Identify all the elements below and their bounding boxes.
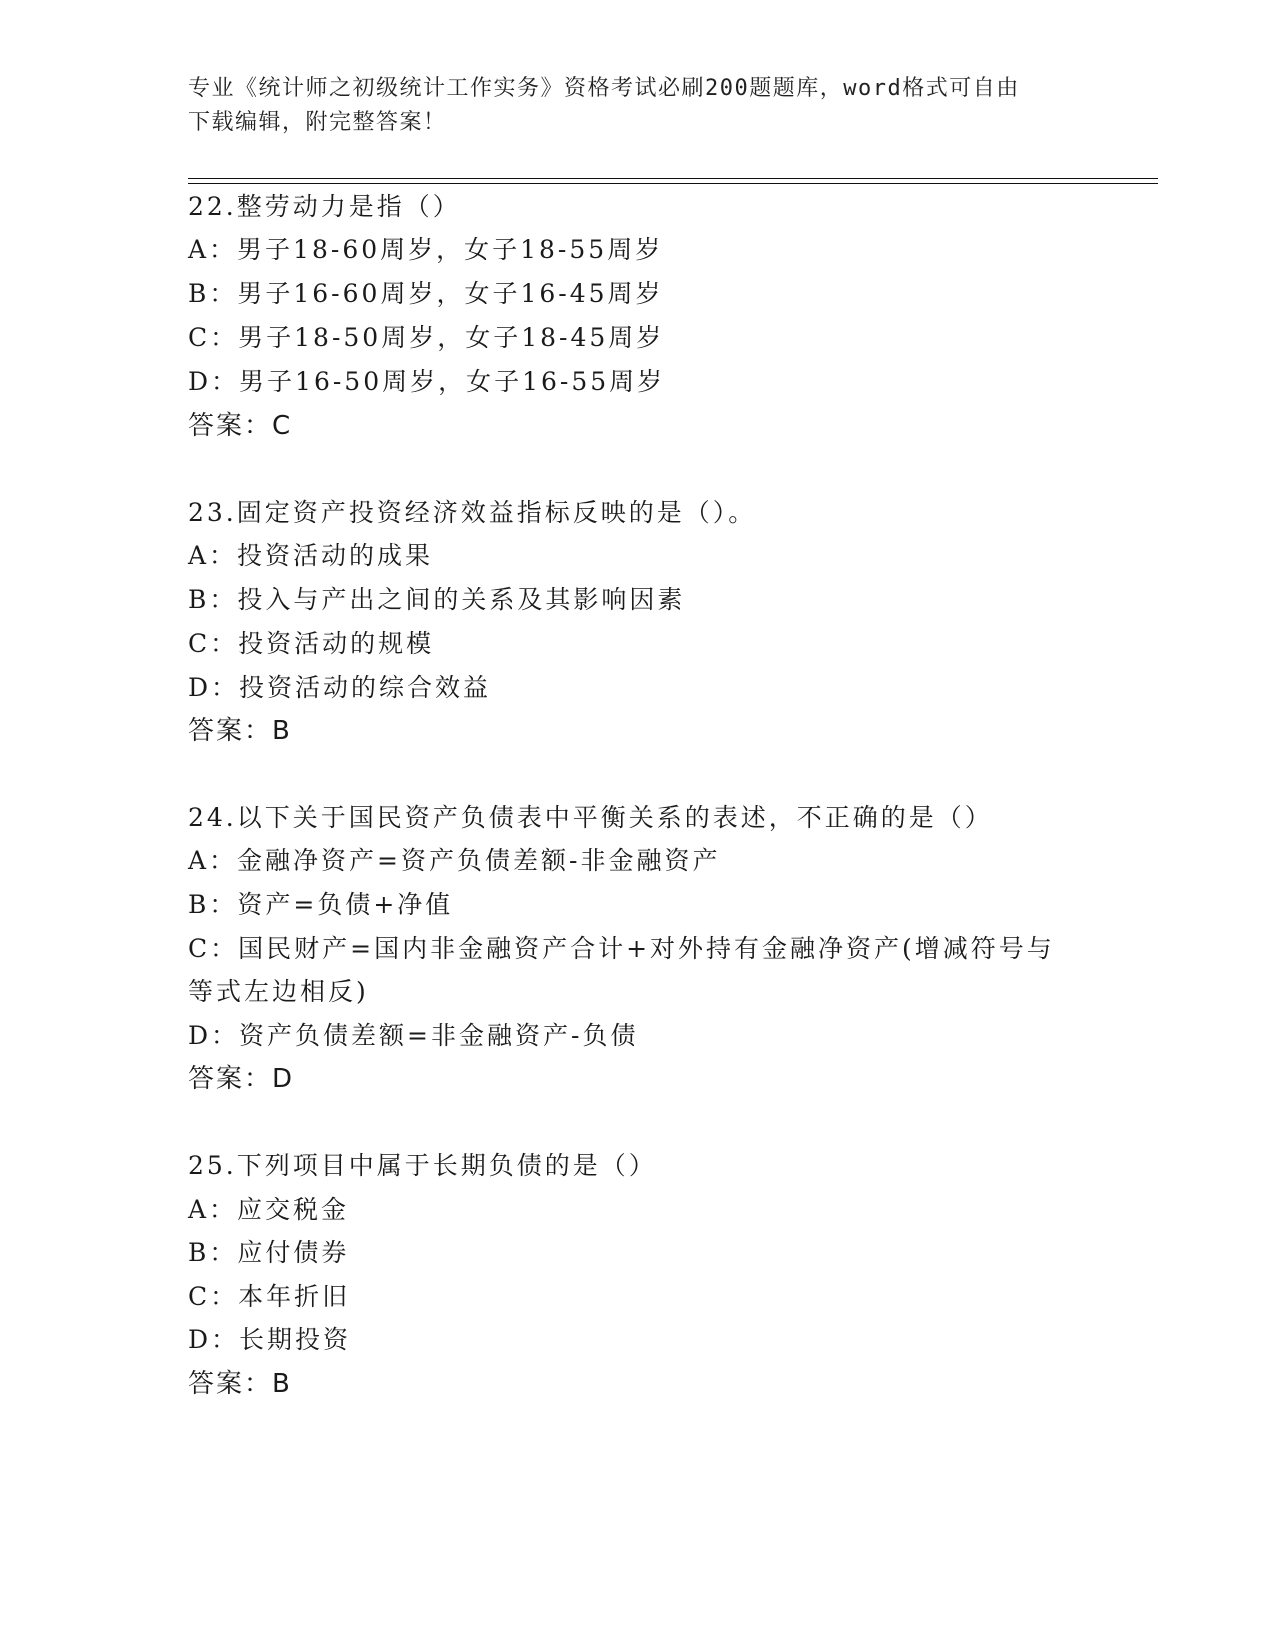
option-d: D：长期投资 [188, 1325, 352, 1354]
option-d: D：男子16-50周岁，女子16-55周岁 [188, 367, 666, 396]
option-a: A：金融净资产=资产负债差额-非金融资产 [188, 846, 721, 875]
option-b: B：资产=负债+净值 [188, 890, 454, 919]
question-stem: 24.以下关于国民资产负债表中平衡关系的表述，不正确的是（） [188, 803, 993, 832]
question-stem: 22.整劳动力是指（） [188, 192, 461, 221]
option-d: D：资产负债差额=非金融资产-负债 [188, 1021, 639, 1050]
option-c: C：男子18-50周岁，女子18-45周岁 [188, 323, 665, 352]
header-divider-bottom [188, 183, 1158, 184]
option-a: A：应交税金 [188, 1195, 350, 1224]
option-d: D：投资活动的综合效益 [188, 673, 492, 702]
option-a: A：男子18-60周岁，女子18-55周岁 [188, 235, 664, 264]
option-a: A：投资活动的成果 [188, 541, 434, 570]
option-b: B：男子16-60周岁，女子16-45周岁 [188, 279, 664, 308]
option-b: B：应付债券 [188, 1238, 350, 1267]
answer-line: 答案：B [188, 1369, 292, 1399]
option-c-continued: 等式左边相反) [188, 977, 369, 1006]
answer-line: 答案：C [188, 411, 293, 441]
option-c: C：本年折旧 [188, 1282, 351, 1311]
option-c: C：投资活动的规模 [188, 629, 435, 658]
answer-line: 答案：D [188, 1064, 295, 1094]
document-header [188, 72, 1068, 140]
header-line-2: 下载编辑，附完整答案！ [188, 110, 447, 135]
question-stem: 23.固定资产投资经济效益指标反映的是（）。 [188, 498, 757, 527]
question-stem: 25.下列项目中属于长期负债的是（） [188, 1151, 657, 1180]
header-line-1: 专业《统计师之初级统计工作实务》资格考试必刷200题题库，word格式可自由 [188, 76, 1020, 101]
header-divider-top [188, 178, 1158, 179]
answer-line: 答案：B [188, 716, 292, 746]
option-b: B：投入与产出之间的关系及其影响因素 [188, 585, 686, 614]
option-c: C：国民财产=国内非金融资产合计+对外持有金融净资产(增减符号与 [188, 934, 1055, 963]
